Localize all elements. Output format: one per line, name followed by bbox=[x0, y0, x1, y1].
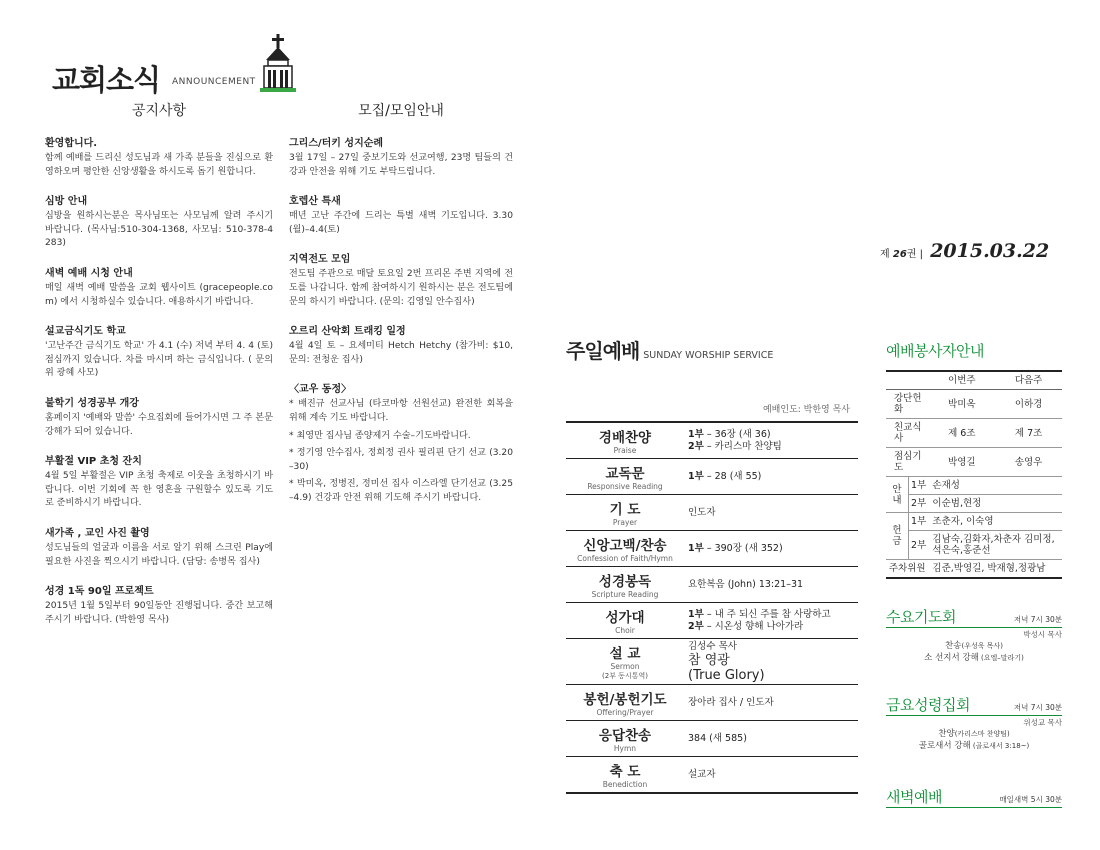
worship-item-content bbox=[684, 429, 858, 453]
dawn-time: 매일새벽 5시 30분 bbox=[999, 795, 1062, 804]
gathering-item bbox=[289, 134, 513, 179]
worship-item-name bbox=[566, 495, 684, 530]
notice-body: 홈페이지 '예배와 말씀' 수요집회에 들어가시면 그 주 본문 강해가 되어 있습니다. bbox=[45, 412, 273, 437]
worship-order bbox=[566, 335, 858, 794]
worship-row bbox=[566, 530, 858, 566]
worship-row bbox=[566, 566, 858, 602]
worship-line bbox=[688, 441, 858, 453]
service-guide-header-cell: 이번주 bbox=[928, 371, 995, 390]
prayer-item: * 배진규 선교사님 (타코마항 선원선교) 완전한 회복을 위해 계속 기도 바랍니다. bbox=[289, 399, 513, 423]
gathering-title: 호렙산 특새 bbox=[289, 196, 341, 208]
prayer-list bbox=[289, 398, 513, 505]
worship-row bbox=[566, 494, 858, 530]
worship-line-part: 1부 bbox=[688, 428, 704, 440]
notice-body: '고난주간 금식기도 학교' 가 4.1 (수) 저녁 부터 4. 4 (토) 점심까지 있습니다. 차를 마시며 하는 금식입니다. ( 문의 위 광혜 사모) bbox=[45, 341, 273, 379]
worship-line-text: 요한복음 (John) 13:21–31 bbox=[688, 578, 804, 590]
worship-item-name bbox=[566, 603, 684, 638]
worship-line bbox=[688, 697, 858, 709]
issue-suffix: 권 | bbox=[906, 249, 923, 260]
gathering-item bbox=[289, 250, 513, 309]
worship-item-ko: 신앙고백/찬송 bbox=[583, 538, 667, 554]
service-guide-row bbox=[886, 560, 1062, 579]
service-guide-label: 강단헌화 bbox=[886, 390, 928, 419]
worship-item-ko: 축 도 bbox=[609, 764, 641, 780]
worship-line-text: – 카리스마 찬양팀 bbox=[703, 440, 782, 452]
service-guide-header-cell bbox=[886, 371, 928, 390]
worship-item-en: Praise bbox=[613, 446, 637, 455]
notice-item bbox=[45, 134, 273, 179]
issue-info bbox=[880, 240, 1049, 262]
worship-line-part: 1부 bbox=[688, 542, 704, 554]
service-guide-value: 김남숙,김화자,차춘자 김미정,석은숙,홍준선 bbox=[928, 531, 1062, 560]
gathering-body: 4월 4일 토 – 요세미티 Hetch Hetchy (참가비: $10, 문의: 전청운 집사) bbox=[289, 341, 513, 365]
meeting-line bbox=[886, 652, 1062, 664]
worship-line-text: 참 영광 bbox=[688, 652, 730, 668]
friday-time: 저녁 7시 30분 bbox=[1013, 703, 1062, 712]
prayer-item: * 박미옥, 정병진, 정미선 집사 이스라엘 단기선교 (3.25–4.9) 건강과 안전 위해 기도해 주시기 바랍니다. bbox=[289, 479, 513, 503]
worship-line bbox=[688, 641, 858, 653]
worship-line-text: – 390장 (새 352) bbox=[703, 542, 783, 554]
gatherings-list bbox=[289, 134, 513, 367]
worship-line-text: – 내 주 되신 주를 참 사랑하고 bbox=[703, 608, 831, 620]
issue-prefix: 제 bbox=[880, 249, 890, 260]
service-guide-sub: 1부 bbox=[908, 513, 928, 531]
service-guide-row bbox=[886, 477, 1062, 495]
worship-item-content bbox=[684, 471, 858, 483]
notice-title: 심방 안내 bbox=[45, 196, 88, 208]
service-guide-row bbox=[886, 448, 1062, 477]
worship-item-ko: 설 교 bbox=[609, 646, 641, 662]
service-guide-next: 이하경 bbox=[995, 390, 1062, 419]
worship-line-text: – 36장 (새 36) bbox=[703, 428, 771, 440]
worship-row bbox=[566, 756, 858, 794]
worship-item-name bbox=[566, 531, 684, 566]
service-guide-sub: 1부 bbox=[908, 477, 928, 495]
worship-item-content bbox=[684, 609, 858, 633]
worship-line bbox=[688, 668, 858, 683]
dawn-title: 새벽예배 bbox=[886, 788, 942, 806]
notice-item bbox=[45, 264, 273, 309]
notice-item bbox=[45, 524, 273, 569]
worship-row bbox=[566, 421, 858, 458]
meeting-line bbox=[886, 640, 1062, 652]
service-guide-label: 점심기도 bbox=[886, 448, 928, 477]
worship-item-ko: 성경봉독 bbox=[598, 574, 652, 590]
worship-subtitle: SUNDAY WORSHIP SERVICE bbox=[643, 350, 774, 361]
notice-body: 4월 5일 부활절은 VIP 초청 축제로 이웃을 초청하시기 바랍니다. 이번 기회에 꼭 한 영혼을 구원할수 있도록 기도로 준비하시기 바랍니다. bbox=[45, 471, 273, 509]
friday-title: 금요성령집회 bbox=[886, 696, 970, 714]
notice-title: 부활절 VIP 초청 잔치 bbox=[45, 456, 142, 468]
wednesday-speaker: 박성시 목사 bbox=[1023, 630, 1062, 639]
worship-item-ko: 성가대 bbox=[605, 610, 645, 626]
friday-header bbox=[886, 694, 1062, 716]
worship-line-part: 1부 bbox=[688, 608, 704, 620]
friday-meeting bbox=[886, 694, 1062, 752]
notice-title: 새벽 예배 시청 안내 bbox=[45, 267, 133, 279]
service-guide-this: 제 6조 bbox=[928, 419, 995, 448]
worship-item-name bbox=[566, 567, 684, 602]
prayer-item: * 정기영 안수집사, 정희정 권사 필리핀 단기 선교 (3.20–30) bbox=[289, 448, 513, 472]
worship-item-en: Offering/Prayer bbox=[596, 708, 654, 717]
service-guide-next: 제 7조 bbox=[995, 419, 1062, 448]
wednesday-header bbox=[886, 606, 1062, 628]
worship-line bbox=[688, 543, 858, 555]
service-guide-row bbox=[886, 513, 1062, 531]
notice-title: 불학기 성경공부 개강 bbox=[45, 397, 139, 409]
meeting-line-note: (카리스마 찬양팀) bbox=[954, 730, 1010, 738]
gathering-title: 그리스/터키 성지순례 bbox=[289, 138, 384, 149]
prayer-title: 〈교우 동정〉 bbox=[289, 384, 352, 396]
gathering-item bbox=[289, 192, 513, 237]
worship-item-en: Choir bbox=[615, 626, 635, 635]
worship-item-en: Responsive Reading bbox=[587, 482, 663, 491]
worship-item-name bbox=[566, 423, 684, 458]
service-guide-next: 송영우 bbox=[995, 448, 1062, 477]
worship-item-ko: 교독문 bbox=[605, 466, 645, 482]
worship-line bbox=[688, 429, 858, 441]
service-guide-value: 손재성 bbox=[928, 477, 1062, 495]
meeting-line-note: (골로새서 3:18~) bbox=[970, 742, 1030, 750]
worship-title bbox=[566, 335, 858, 364]
notice-item bbox=[45, 582, 273, 627]
dawn-header bbox=[886, 786, 1062, 808]
notices-column bbox=[45, 100, 273, 640]
service-guide-row bbox=[886, 390, 1062, 419]
wednesday-time: 저녁 7시 30분 bbox=[1013, 615, 1062, 624]
service-guide-this: 박미옥 bbox=[928, 390, 995, 419]
issue-number: 26 bbox=[892, 249, 907, 260]
meeting-line-main: 소 선지서 강해 bbox=[924, 653, 979, 663]
worship-item-name bbox=[566, 459, 684, 494]
service-guide-row bbox=[886, 419, 1062, 448]
service-guide-sub: 2부 bbox=[908, 531, 928, 560]
notice-item bbox=[45, 192, 273, 251]
worship-line bbox=[688, 471, 858, 483]
notice-body: 매일 새벽 예배 말씀을 교회 웹사이트 (gracepeople.com) 에서 시청하실수 있습니다. 애용하시기 바랍니다. bbox=[45, 282, 273, 307]
gathering-body: 매년 고난 주간에 드리는 특별 새벽 기도입니다. 3.30(월)–4.4(토) bbox=[289, 211, 513, 235]
header bbox=[52, 34, 312, 97]
service-guide-value: 조춘자, 이숙영 bbox=[928, 513, 1062, 531]
worship-row bbox=[566, 638, 858, 684]
worship-line bbox=[688, 609, 858, 621]
friday-speaker: 위성교 목사 bbox=[1023, 718, 1062, 727]
worship-item-extra: (2부 동시통역) bbox=[602, 672, 648, 680]
notice-body: 성도님들의 얼굴과 이름을 서로 알기 위해 스크린 Play에 필요한 사진을 찍으시기 바랍니다. (담당: 송병목 집사) bbox=[45, 542, 273, 567]
worship-item-ko: 봉헌/봉헌기도 bbox=[583, 692, 667, 708]
worship-item-en: Scripture Reading bbox=[591, 590, 659, 599]
notice-title: 설교금식기도 학교 bbox=[45, 326, 126, 338]
worship-line bbox=[688, 769, 858, 781]
service-guide-label: 헌금 bbox=[886, 513, 908, 560]
gathering-title: 지역전도 모임 bbox=[289, 254, 351, 266]
gatherings-heading: 모집/모임안내 bbox=[358, 103, 444, 119]
worship-item-name bbox=[566, 685, 684, 720]
worship-row bbox=[566, 602, 858, 638]
worship-item-content bbox=[684, 733, 858, 745]
worship-line-part: 2부 bbox=[688, 440, 704, 452]
wednesday-lines bbox=[886, 640, 1062, 664]
notice-item bbox=[45, 394, 273, 439]
service-guide-title: 예배봉사자안내 bbox=[886, 342, 984, 360]
dawn-meeting bbox=[886, 786, 1062, 808]
meeting-line-note: (우성욱 목사) bbox=[961, 642, 1003, 650]
prayer-item: * 최영만 집사님 종양제거 수술–기도바랍니다. bbox=[289, 430, 471, 441]
worship-line-text: 인도자 bbox=[688, 506, 716, 518]
worship-item-content bbox=[684, 641, 858, 683]
wednesday-meeting bbox=[886, 606, 1062, 664]
service-guide-sub: 2부 bbox=[908, 495, 928, 513]
notice-item bbox=[45, 452, 273, 511]
worship-line-text: (True Glory) bbox=[688, 667, 765, 683]
worship-line-text: – 28 (새 55) bbox=[703, 470, 762, 482]
worship-item-en: Benediction bbox=[602, 780, 648, 789]
gatherings-column bbox=[289, 100, 513, 510]
gathering-body: 전도팀 주관으로 매달 토요일 2번 프리몬 주변 지역에 전도를 나갑니다. 함께 참여하시기 원하시는 분은 전도팀에 문의 하시기 바랍니다. (문의: 김영일 안수집사) bbox=[289, 269, 513, 307]
worship-item-content bbox=[684, 769, 858, 781]
worship-line-text: – 시온성 향해 나아가라 bbox=[703, 620, 804, 632]
worship-item-content bbox=[684, 697, 858, 709]
service-guide-label: 주차위원 bbox=[886, 560, 928, 579]
worship-line bbox=[688, 507, 858, 519]
gathering-item bbox=[289, 322, 513, 367]
meeting-line-main: 찬양 bbox=[938, 729, 955, 739]
notice-title: 성경 1독 90일 프로젝트 bbox=[45, 586, 154, 598]
notice-body: 2015년 1월 5일부터 90일동안 진행됩니다. 중간 보고해 주시기 바랍니다. (박한영 목사) bbox=[45, 601, 273, 625]
church-building-icon bbox=[260, 34, 296, 94]
service-guide-value: 김준,박영길, 박재형,정광남 bbox=[928, 560, 1062, 579]
notices-list bbox=[45, 134, 273, 627]
service-guide-table bbox=[886, 370, 1062, 579]
worship-line-text: 설교자 bbox=[688, 768, 716, 780]
gathering-title: 오르리 산악회 트래킹 일정 bbox=[289, 326, 406, 338]
service-guide-row bbox=[886, 495, 1062, 513]
notice-body: 심방을 원하시는분은 목사님또는 사모님께 알려 주시기 바랍니다. (목사님:510-304-1368, 사모님: 510-378-4283) bbox=[45, 211, 273, 249]
worship-item-ko: 응답찬송 bbox=[598, 728, 652, 744]
worship-line-part: 2부 bbox=[688, 620, 704, 632]
worship-line bbox=[688, 621, 858, 633]
worship-item-content bbox=[684, 543, 858, 555]
worship-item-content bbox=[684, 579, 858, 591]
notice-title: 새가족 , 교인 사진 촬영 bbox=[45, 527, 150, 539]
worship-line bbox=[688, 733, 858, 745]
gathering-body: 3월 17일 – 27일 중보기도와 선교여행, 23명 팀들의 건강과 안전을 위해 기도 부탁드립니다. bbox=[289, 153, 513, 177]
worship-rows bbox=[566, 421, 858, 794]
worship-item-en: Sermon bbox=[610, 662, 640, 671]
wednesday-title: 수요기도회 bbox=[886, 608, 956, 626]
service-guide-row bbox=[886, 531, 1062, 560]
service-guide-label: 친교식사 bbox=[886, 419, 928, 448]
service-guide-this: 박영길 bbox=[928, 448, 995, 477]
worship-item-en: Hymn bbox=[613, 744, 637, 753]
meeting-line bbox=[886, 728, 1062, 740]
worship-item-ko: 경배찬양 bbox=[598, 430, 652, 446]
issue-date: 2015.03.22 bbox=[930, 240, 1050, 262]
worship-line-text: 384 (새 585) bbox=[688, 732, 747, 744]
worship-item-ko: 기 도 bbox=[609, 502, 641, 518]
service-guide-value: 이순범,현정 bbox=[928, 495, 1062, 513]
notice-body: 함께 예배를 드리신 성도님과 새 가족 분들을 진심으로 환영하오며 평안한 신앙생활을 하시도록 돕기 원합니다. bbox=[45, 153, 273, 177]
worship-line-part: 1부 bbox=[688, 470, 704, 482]
worship-item-name bbox=[566, 757, 684, 792]
worship-row bbox=[566, 684, 858, 720]
notice-title: 환영합니다. bbox=[45, 138, 98, 149]
page-title: 교회소식 bbox=[52, 63, 161, 97]
friday-lines bbox=[886, 728, 1062, 752]
worship-item-name bbox=[566, 639, 684, 684]
worship-row bbox=[566, 458, 858, 494]
meeting-line-note: (요엘–말라기) bbox=[978, 654, 1024, 662]
worship-line-text: 김성수 목사 bbox=[688, 640, 737, 652]
worship-item-en: Prayer bbox=[612, 518, 638, 527]
worship-item-name bbox=[566, 721, 684, 756]
worship-leader: 예배인도: 박한영 목사 bbox=[762, 405, 850, 415]
service-guide-header-cell: 다음주 bbox=[995, 371, 1062, 390]
notices-heading: 공지사항 bbox=[131, 103, 187, 119]
worship-item-en: Confession of Faith/Hymn bbox=[577, 554, 673, 563]
worship-line-text: 장아라 집사 / 인도자 bbox=[688, 696, 774, 708]
worship-line bbox=[688, 653, 858, 668]
worship-title-text: 주일예배 bbox=[566, 339, 640, 363]
service-guide-label: 안내 bbox=[886, 477, 908, 513]
worship-item-content bbox=[684, 507, 858, 519]
worship-row bbox=[566, 720, 858, 756]
meeting-line bbox=[886, 740, 1062, 752]
worship-line bbox=[688, 579, 858, 591]
service-guide-header bbox=[886, 371, 1062, 390]
meeting-line-main: 찬송 bbox=[945, 641, 962, 651]
notice-item bbox=[45, 322, 273, 381]
meeting-line-main: 골로새서 강해 bbox=[918, 741, 971, 751]
page-subtitle: ANNOUNCEMENT bbox=[172, 77, 256, 87]
